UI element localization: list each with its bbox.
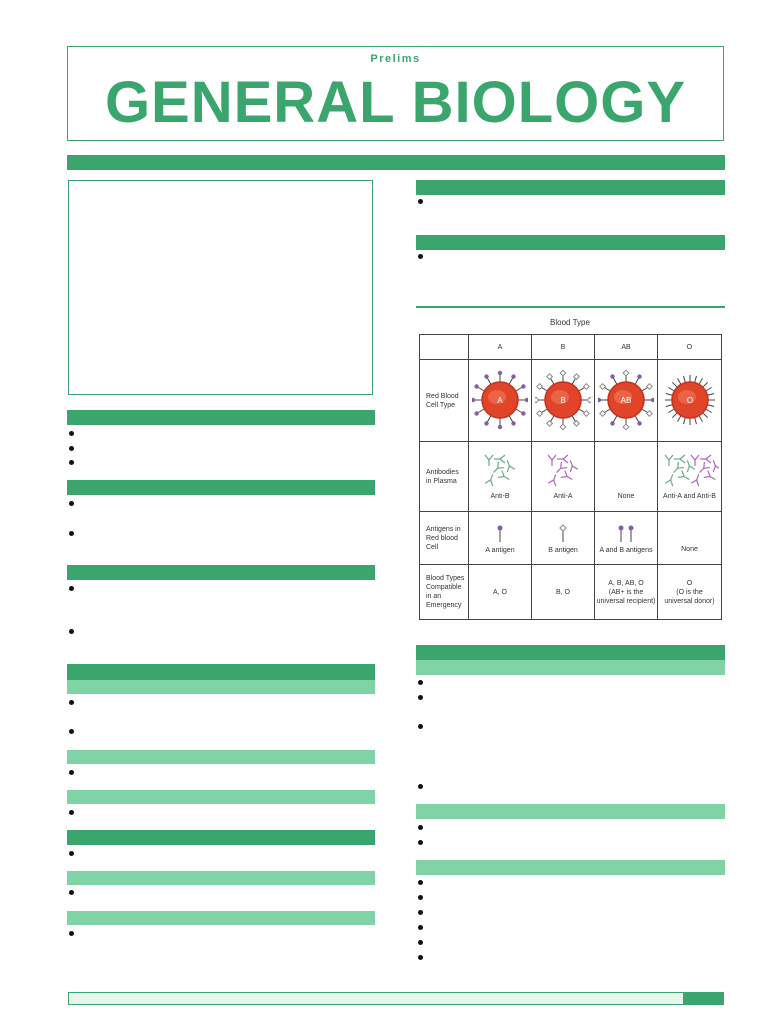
antigen-stalk [707,393,714,395]
header-box [67,46,724,141]
b-antigen-mark [647,383,653,389]
antibody-mark [554,462,567,475]
list-bullet [418,199,423,204]
antibody-mark [548,455,556,466]
cell-type-label: AB [620,395,632,405]
rbc-cell [658,360,722,442]
antigen-stalk [677,378,681,384]
list-bullet [69,460,74,465]
cell-type-label: B [560,395,566,405]
b-antigen-mark [647,410,653,416]
header-subtitle: Prelims [370,53,421,65]
cell-type-label: O [686,395,693,405]
a-antigen-mark [498,370,502,374]
antibody-cell [532,442,595,512]
antigen-stalk [707,404,714,406]
b-antigen-mark [587,397,591,403]
a-antigen-mark [637,421,641,425]
footer-bar-fill [683,992,724,1005]
column-header: AB [595,335,658,360]
subsection-bar [67,750,375,764]
section-bar [416,645,725,660]
subsection-bar [67,911,375,925]
page-title: GENERAL BIOLOGY [104,70,687,135]
antigen-stalk [668,409,674,413]
a-antigen-mark [484,421,488,425]
antibody-mark [691,455,699,466]
subsection-bar [416,660,725,675]
antigen-stalk [672,412,677,417]
a-antigen-icon [490,523,510,543]
antibody-mark [557,455,568,463]
antibody-label: Anti-A and Anti-B [663,493,716,500]
antibody-mark [691,473,702,486]
b-antigen-mark [537,383,543,389]
b-antigen-mark [560,524,566,530]
antibody-mark [665,473,676,486]
antigen-stalk [705,387,711,391]
column-header: B [532,335,595,360]
image-frame [68,180,373,395]
b-antigen-mark [547,373,553,379]
subsection-bar [416,860,725,875]
antibody-mark [665,455,673,466]
b-antigen-mark [584,410,590,416]
list-bullet [69,810,74,815]
blood-type-title: Blood Type [550,318,590,327]
compatible-cell: A, B, AB, O (AB+ is the universal recipient) [595,565,658,620]
antigen-stalk [665,404,672,406]
antigen-stalk [677,415,681,421]
b-antigen-mark [574,420,580,426]
list-bullet [418,825,423,830]
b-antigen-icon [553,523,573,543]
a-antigen-mark [610,374,614,378]
a-antigen-mark [511,421,515,425]
section-bar [416,180,725,195]
list-bullet [418,880,423,885]
section-bar [416,235,725,250]
list-bullet [418,940,423,945]
antibody-mark [700,455,711,463]
a-antigen-mark [484,374,488,378]
list-bullet [418,724,423,729]
antibody-cell [469,442,532,512]
compatible-cell: O (O is the universal donor) [658,565,722,620]
a-antigen-mark [521,411,525,415]
antibody-label: Anti-A [553,493,573,500]
a-antigen-mark [598,397,601,401]
antigen-stalk [683,375,685,382]
section-bar [67,664,375,680]
a-antigen-mark [521,384,525,388]
antibody-mark [567,459,578,472]
list-bullet [418,925,423,930]
a-antigen-mark [651,397,654,401]
b-antigen-mark [560,424,566,430]
antigen-stalk [683,417,685,424]
b-antigen-mark [574,373,580,379]
column-header: O [658,335,722,360]
rbc-cell [469,360,532,442]
list-bullet [418,895,423,900]
antigen-stalk [668,387,674,391]
list-bullet [69,851,74,856]
antigen-stalk [705,409,711,413]
b-antigen-mark [600,410,606,416]
a-antigen-mark [619,525,624,530]
antigen-label: B antigen [548,546,578,554]
a-antigen-mark [629,525,634,530]
antibody-mark [709,459,718,472]
section-bar [67,830,375,845]
b-antigen-mark [584,383,590,389]
antibody-label: Anti-B [490,493,510,500]
section-bar [67,410,375,425]
list-bullet [69,931,74,936]
antigen-stalk [665,393,672,395]
a-and-b-antigen-icon [614,523,638,543]
red-blood-cell-ab-icon [598,367,654,433]
list-bullet [69,531,74,536]
a-antigen-mark [472,397,475,401]
antigen-stalk [699,415,703,421]
a-antigen-mark [511,374,515,378]
antibody-cell [595,442,658,512]
antibody-mark [498,471,512,483]
subsection-bar [67,790,375,804]
antibody-mark [674,455,685,463]
row-header-antigens: Antigens in Red blood Cell [420,512,469,565]
b-antigen-mark [600,383,606,389]
list-bullet [418,955,423,960]
list-bullet [418,910,423,915]
list-bullet [418,784,423,789]
antibody-mark [504,459,515,472]
a-antigen-mark [498,525,503,530]
blood-type-table [419,334,722,620]
list-bullet [69,446,74,451]
a-antigen-mark [474,411,478,415]
antibody-mark [485,473,496,486]
a-antigen-mark [610,421,614,425]
antibody-mark [670,462,683,475]
antigen-label: A antigen [485,546,515,554]
table-corner [420,335,469,360]
antibody-label: None [617,493,635,500]
column-header: A [469,335,532,360]
list-bullet [69,629,74,634]
antigen-stalk [694,417,696,424]
antibody-mark [696,462,709,475]
cell-type-label: A [497,395,503,405]
subsection-bar [67,680,375,694]
antibody-mark [548,473,559,486]
antibody-mark [703,471,717,483]
list-bullet [69,890,74,895]
anti-a-antibody-icon [540,453,586,489]
antigen-stalk [702,412,707,417]
antigen-cell [469,512,532,565]
antigen-cell [595,512,658,565]
row-header-compatible: Blood Types Compatible in an Emergency [420,565,469,620]
list-bullet [418,695,423,700]
compatible-cell: B, O [532,565,595,620]
section-bar [67,480,375,495]
red-blood-cell-b-icon [535,367,591,433]
antigen-stalk [694,375,696,382]
b-antigen-mark [535,397,539,403]
b-antigen-mark [547,420,553,426]
antigen-label: None [681,545,698,553]
antibody-cell [658,442,722,512]
antigen-stalk [699,378,703,384]
section-bar-full [67,155,725,170]
list-bullet [69,770,74,775]
rbc-cell [595,360,658,442]
list-bullet [69,729,74,734]
red-blood-cell-a-icon [472,367,528,433]
footer-bar [68,992,724,1005]
b-antigen-mark [623,424,629,430]
list-bullet [418,840,423,845]
list-bullet [69,501,74,506]
anti-b-antibody-icon [477,453,523,489]
list-bullet [418,680,423,685]
subsection-bar [416,804,725,819]
list-bullet [69,700,74,705]
row-header-antibodies: Antibodies in Plasma [420,442,469,512]
antigen-stalk [672,382,677,387]
b-antigen-mark [623,370,629,376]
list-bullet [418,254,423,259]
a-antigen-mark [474,384,478,388]
antibody-mark [485,455,493,466]
list-bullet [69,431,74,436]
antibody-mark [683,459,694,472]
divider-line [416,306,725,308]
antigen-cell [532,512,595,565]
list-bullet [69,586,74,591]
rbc-cell [532,360,595,442]
a-antigen-mark [525,397,528,401]
section-bar [67,565,375,580]
antibody-mark [561,471,575,483]
antigen-stalk [702,382,707,387]
red-blood-cell-o-icon [662,367,718,433]
antibody-mark [491,462,504,475]
antibody-mark [677,471,691,483]
row-header-rbc: Red Blood Cell Type [420,360,469,442]
a-antigen-mark [637,374,641,378]
antibody-mark [494,455,505,463]
b-antigen-mark [537,410,543,416]
a-antigen-mark [498,424,502,428]
antigen-label: A and B antigens [599,546,653,554]
anti-a-and-b-antibody-icon [661,453,719,489]
antigen-cell [658,512,722,565]
b-antigen-mark [560,370,566,376]
subsection-bar [67,871,375,885]
compatible-cell: A, O [469,565,532,620]
